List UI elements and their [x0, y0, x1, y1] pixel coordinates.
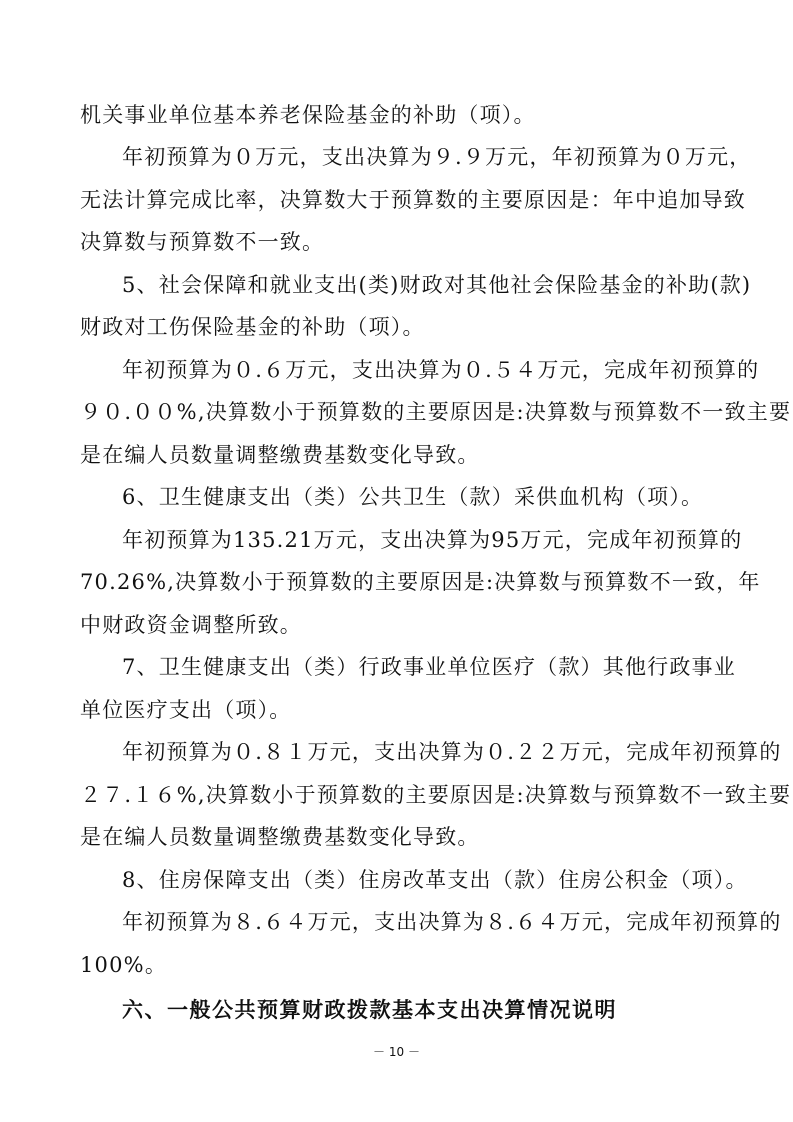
paragraph-line-6: 财政对工伤保险基金的补助（项）。	[80, 315, 425, 339]
paragraph-line-21: 100%。	[80, 953, 168, 977]
paragraph-line-13: 中财政资金调整所致。	[80, 613, 302, 637]
paragraph-line-1: 机关事业单位基本养老保险基金的补助（项）。	[80, 103, 536, 127]
paragraph-line-20: 年初预算为８.６４万元，支出决算为８.６４万元，完成年初预算的	[122, 910, 782, 934]
paragraph-line-3: 无法计算完成比率，决算数大于预算数的主要原因是：年中追加导致	[80, 188, 746, 212]
paragraph-line-19: 8、住房保障支出（类）住房改革支出（款）住房公积金（项）。	[122, 868, 748, 892]
page-number: － 10 －	[373, 1045, 420, 1059]
paragraph-line-4: 决算数与预算数不一致。	[80, 230, 325, 254]
section-heading: 六、一般公共预算财政拨款基本支出决算情况说明	[122, 998, 617, 1022]
paragraph-line-10: 6、卫生健康支出（类）公共卫生（款）采供血机构（项）。	[122, 485, 704, 509]
paragraph-line-9: 是在编人员数量调整缴费基数变化导致。	[80, 443, 480, 467]
paragraph-line-16: 年初预算为０.８１万元，支出决算为０.２２万元，完成年初预算的	[122, 740, 782, 764]
paragraph-line-11: 年初预算为135.21万元，支出决算为95万元，完成年初预算的	[122, 528, 743, 552]
paragraph-line-7: 年初预算为０.６万元，支出决算为０.５４万元，完成年初预算的	[122, 358, 760, 382]
paragraph-line-18: 是在编人员数量调整缴费基数变化导致。	[80, 825, 480, 849]
paragraph-line-2: 年初预算为０万元，支出决算为９.９万元，年初预算为０万元，	[122, 145, 752, 169]
paragraph-line-15: 单位医疗支出（项）。	[80, 698, 292, 722]
paragraph-line-17: ２７.１６%,决算数小于预算数的主要原因是:决算数与预算数不一致主要	[80, 783, 792, 807]
paragraph-line-8: ９０.００%,决算数小于预算数的主要原因是:决算数与预算数不一致主要	[80, 400, 792, 424]
paragraph-line-5: 5、社会保障和就业支出(类)财政对其他社会保险基金的补助(款)	[122, 273, 752, 297]
paragraph-line-14: 7、卫生健康支出（类）行政事业单位医疗（款）其他行政事业	[122, 655, 736, 679]
paragraph-line-12: 70.26%,决算数小于预算数的主要原因是:决算数与预算数不一致，年	[80, 570, 761, 594]
